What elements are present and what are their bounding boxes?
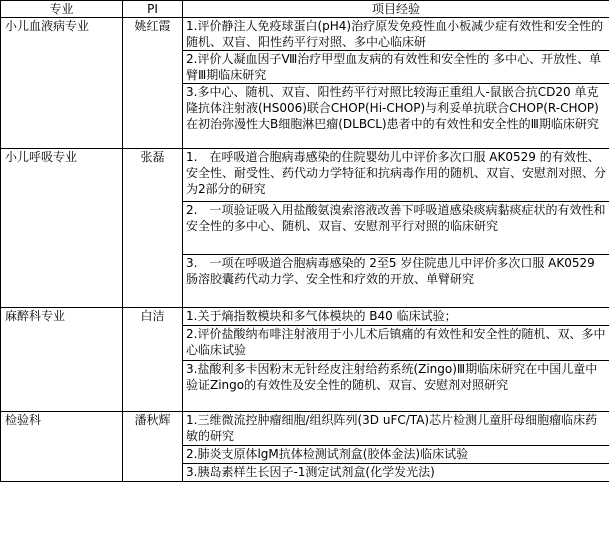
specialty-cell: 小儿血液病专业 — [1, 18, 123, 149]
experience-item: 1.关于熵指数模块和多气体模块的 B40 临床试验； — [183, 308, 609, 326]
experience-item: 3.多中心、随机、双盲、阳性药平行对照比较海正重组人-鼠嵌合抗CD20 单克隆抗体注射液(HS006)联合CHOP(Hi-CHOP)与利妥单抗联合CHOP(R-CHOP)在初治弥漫性大B细胞淋巴瘤(DLBCL)患者中的有效性和安全性的Ⅲ期临床研究 — [183, 84, 609, 149]
experience-item: 2.评价人凝血因子Ⅷ治疗甲型血友病的有效性和安全性的 多中心、开放性、单臂Ⅲ期临床研究 — [183, 51, 609, 84]
experience-item: 3.盐酸利多卡因粉末无针经皮注射给药系统(Zingo)Ⅲ期临床研究在中国儿童中验证Zingo的有效性及安全性的随机、双盲、安慰剂对照研究 — [183, 361, 609, 412]
pi-cell: 姚红霞 — [123, 18, 183, 149]
pi-cell: 白洁 — [123, 308, 183, 412]
pi-cell: 张磊 — [123, 149, 183, 308]
experience-item: 1.三维微流控肿瘤细胞/组织阵列(3D uFC/TA)芯片检测儿童肝母细胞瘤临床药敏的研究 — [183, 412, 609, 446]
table-row — [1, 412, 609, 446]
header-specialty: 专业 — [1, 1, 123, 18]
specialty-cell: 麻醉科专业 — [1, 308, 123, 412]
table-row — [1, 149, 609, 202]
experience-item: 1.评价静注人免疫球蛋白(pH4)治疗原发免疫性血小板减少症有效性和安全性的随机、双盲、阳性药平行对照、多中心临床研 — [183, 18, 609, 51]
header-pi: PI — [123, 1, 183, 18]
table-row — [1, 18, 609, 51]
experience-item: 3. 一项在呼吸道合胞病毒感染的 2至5 岁住院患儿中评价多次口服 AK0529 肠溶胶囊药代动力学、安全性和疗效的开放、单臂研究 — [183, 255, 609, 308]
table-row — [1, 308, 609, 326]
header-row — [1, 1, 609, 18]
specialty-cell: 小儿呼吸专业 — [1, 149, 123, 308]
experience-item: 2.肺炎支原体lgM抗体检测试剂盒(胶体金法)临床试验 — [183, 446, 609, 464]
experience-item: 2. 一项验证吸入用盐酸氨溴索溶液改善下呼吸道感染痰病黏痰症状的有效性和安全性的多中心、随机、双盲、安慰剂平行对照的临床研究 — [183, 202, 609, 255]
specialty-cell: 检验科 — [1, 412, 123, 482]
header-experience: 项目经验 — [183, 1, 609, 18]
experience-item: 1. 在呼吸道合胞病毒感染的住院婴幼儿中评价多次口服 AK0529 的有效性、安全性、耐受性、药代动力学特征和抗病毒作用的随机、双盲、安慰剂对照、分为2部分的研究 — [183, 149, 609, 202]
experience-item: 2.评价盐酸纳布啡注射液用于小儿术后镇痛的有效性和安全性的随机、双、多中心临床试验 — [183, 326, 609, 361]
pi-cell: 潘秋辉 — [123, 412, 183, 482]
experience-item: 3.胰岛素样生长因子-1测定试剂盒(化学发光法) — [183, 464, 609, 482]
